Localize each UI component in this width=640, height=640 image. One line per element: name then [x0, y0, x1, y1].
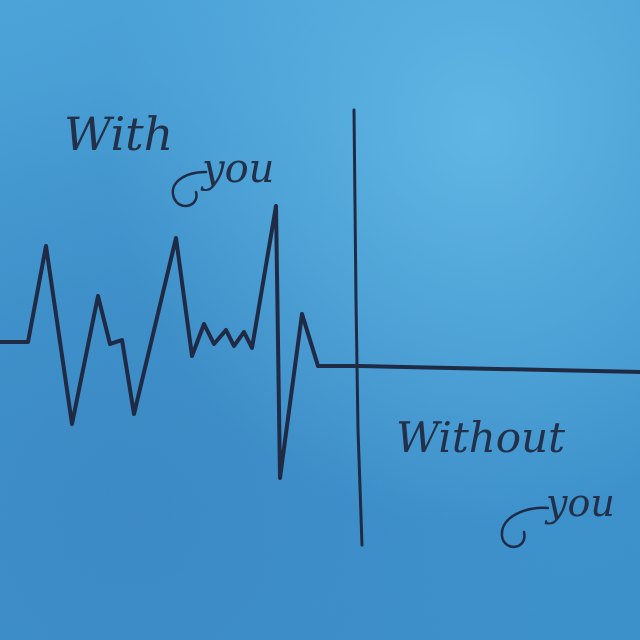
caption-without-you: you — [546, 481, 615, 525]
divider-line — [354, 110, 362, 545]
caption-without: Without — [396, 413, 566, 462]
caption-with-you: you — [202, 146, 275, 192]
flourish-right — [502, 508, 548, 547]
caption-with: With — [64, 107, 174, 161]
